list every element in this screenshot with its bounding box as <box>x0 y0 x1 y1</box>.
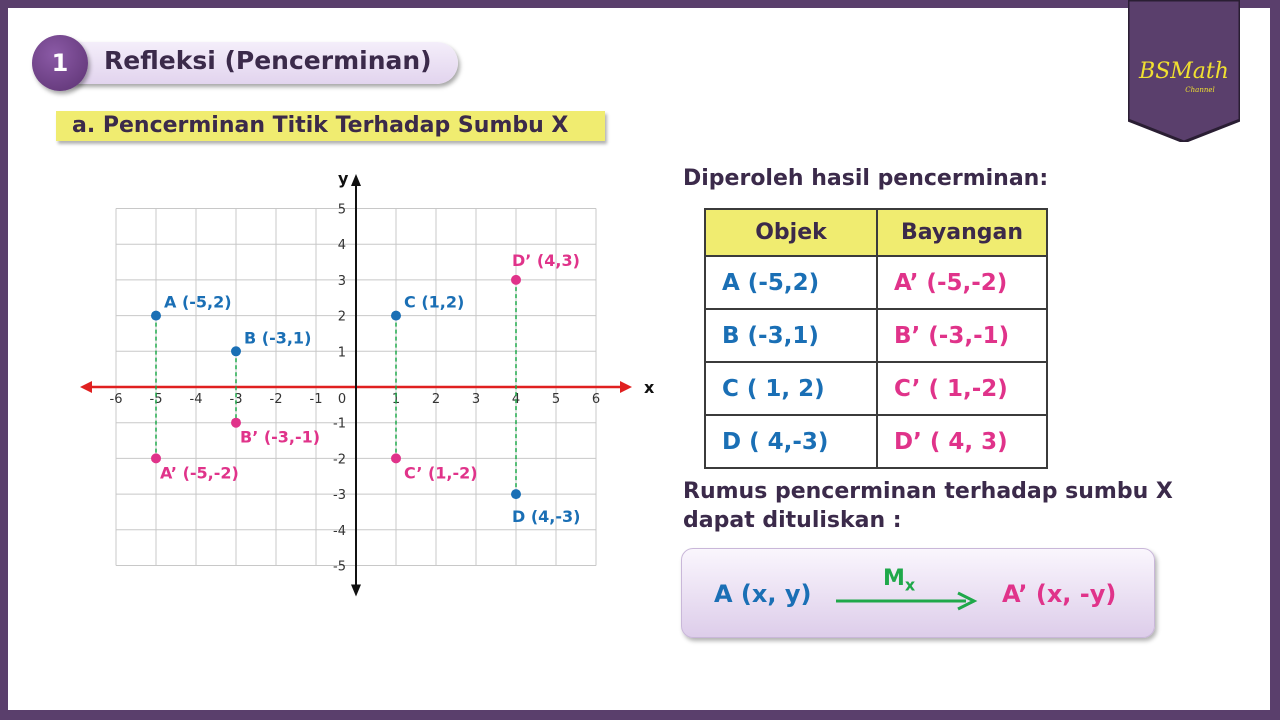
y-tick-label: -3 <box>333 488 346 504</box>
formula-description <box>683 477 1173 535</box>
x-tick-label: -4 <box>189 392 203 407</box>
x-tick-label: 2 <box>431 392 441 407</box>
section-number-badge: 1 <box>32 35 88 91</box>
y-tick-label: 3 <box>337 273 346 289</box>
graph-point-label: D (4,-3) <box>512 507 581 527</box>
formula-left: A (x, y) <box>714 580 812 608</box>
x-tick-label: 5 <box>551 392 561 407</box>
y-tick-label: -5 <box>333 559 346 575</box>
result-table <box>704 208 1048 469</box>
formula-arrow <box>834 590 980 612</box>
table-cell-objek: B (-3,1) <box>705 309 877 362</box>
x-axis-label: x <box>644 378 655 397</box>
formula-operator-sub: x <box>904 575 916 595</box>
x-tick-label: -1 <box>309 392 323 407</box>
y-tick-label: -4 <box>333 523 346 539</box>
graph-point-label: C (1,2) <box>404 292 465 312</box>
formula-description-line1: Rumus pencerminan terhadap sumbu X <box>683 479 1173 504</box>
table-cell-objek: C ( 1, 2) <box>705 362 877 415</box>
table-row <box>705 309 1047 362</box>
y-axis-label: y <box>338 168 349 188</box>
formula-description-line2: dapat dituliskan : <box>683 508 902 533</box>
graph-point-label: C’ (1,-2) <box>404 463 478 483</box>
x-tick-label: -2 <box>269 392 283 407</box>
table-cell-bayangan: B’ (-3,-1) <box>877 309 1047 362</box>
y-tick-label: 1 <box>337 345 346 361</box>
table-header-objek: Objek <box>705 209 877 256</box>
table-header-bayangan: Bayangan <box>877 209 1047 256</box>
y-tick-label: 4 <box>337 238 346 254</box>
y-tick-label: 2 <box>337 309 346 325</box>
x-tick-label: -5 <box>149 392 163 407</box>
formula-operator-main: M <box>883 566 905 591</box>
table-cell-bayangan: D’ ( 4, 3) <box>877 415 1047 468</box>
x-tick-label: 6 <box>591 392 601 407</box>
page-title: Refleksi (Pencerminan) <box>104 46 432 75</box>
logo-text: BSMath <box>1139 59 1229 84</box>
table-cell-bayangan: C’ ( 1,-2) <box>877 362 1047 415</box>
result-title: Diperoleh hasil pencerminan: <box>683 166 1049 191</box>
table-row <box>705 256 1047 309</box>
x-tick-label: 1 <box>391 392 401 407</box>
table-cell-objek: A (-5,2) <box>705 256 877 309</box>
bsmath-logo <box>1128 0 1240 142</box>
table-row <box>705 415 1047 468</box>
table-cell-objek: D ( 4,-3) <box>705 415 877 468</box>
graph-point-label: A (-5,2) <box>164 292 232 312</box>
formula-right: A’ (x, -y) <box>1002 580 1117 608</box>
y-tick-label: -2 <box>333 452 346 468</box>
y-tick-label: -1 <box>333 416 346 432</box>
graph-point-label: B (-3,1) <box>244 328 312 348</box>
subheading-text: a. Pencerminan Titik Terhadap Sumbu X <box>72 113 569 138</box>
table-header-row <box>705 209 1047 256</box>
x-tick-label: 3 <box>471 392 481 407</box>
table-cell-bayangan: A’ (-5,-2) <box>877 256 1047 309</box>
graph-point-label: B’ (-3,-1) <box>240 427 321 447</box>
x-tick-label: 4 <box>511 392 521 407</box>
x-tick-label: -3 <box>229 392 243 407</box>
graph-point-label: D’ (4,3) <box>512 250 580 270</box>
graph-point-label: A’ (-5,-2) <box>160 463 239 483</box>
table-row <box>705 362 1047 415</box>
x-tick-label: 0 <box>337 392 347 407</box>
x-tick-label: -6 <box>109 392 123 407</box>
y-tick-label: 5 <box>337 202 346 218</box>
logo-subtext: Channel <box>1185 86 1215 94</box>
